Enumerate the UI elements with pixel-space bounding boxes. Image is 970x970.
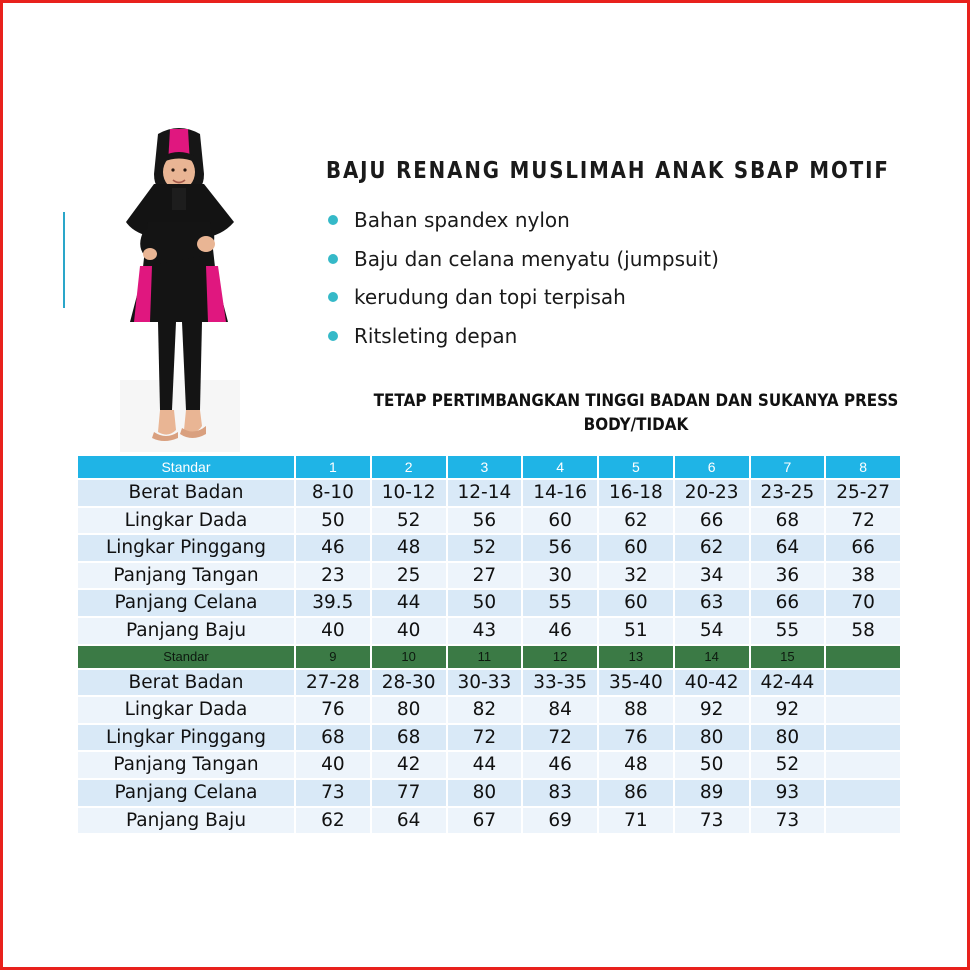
size-value-cell: 84	[523, 697, 597, 723]
size-data-row	[78, 780, 900, 806]
size-value-cell: 11	[448, 646, 522, 668]
bullet-dot-icon	[328, 254, 338, 264]
size-value-cell: 5	[599, 456, 673, 478]
row-label-cell: Berat Badan	[78, 670, 294, 696]
size-value-cell: 70	[826, 590, 900, 616]
size-value-cell: 73	[751, 808, 825, 834]
size-value-cell: 38	[826, 563, 900, 589]
size-value-cell: 62	[296, 808, 370, 834]
feature-text: Baju dan celana menyatu (jumpsuit)	[354, 246, 719, 271]
size-value-cell: 10	[372, 646, 446, 668]
size-value-cell: 73	[675, 808, 749, 834]
row-label-cell: Panjang Tangan	[78, 752, 294, 778]
size-value-cell: 30	[523, 563, 597, 589]
bullet-dot-icon	[328, 331, 338, 341]
size-value-cell: 34	[675, 563, 749, 589]
size-chart-table	[76, 454, 902, 835]
row-label-cell: Lingkar Pinggang	[78, 725, 294, 751]
size-value-cell: 16-18	[599, 480, 673, 506]
size-value-cell: 60	[599, 590, 673, 616]
size-value-cell: 77	[372, 780, 446, 806]
size-value-cell: 68	[296, 725, 370, 751]
row-label-cell: Lingkar Dada	[78, 508, 294, 534]
size-value-cell: 64	[372, 808, 446, 834]
size-value-cell: 64	[751, 535, 825, 561]
size-value-cell: 55	[523, 590, 597, 616]
size-data-row	[78, 670, 900, 696]
size-value-cell: 40	[296, 618, 370, 644]
size-value-cell: 72	[448, 725, 522, 751]
size-value-cell: 62	[675, 535, 749, 561]
size-value-cell: 44	[448, 752, 522, 778]
size-value-cell: 80	[372, 697, 446, 723]
size-value-cell: 88	[599, 697, 673, 723]
size-header-row	[78, 456, 900, 478]
size-value-cell: 62	[599, 508, 673, 534]
size-value-cell: 71	[599, 808, 673, 834]
size-data-row	[78, 697, 900, 723]
size-value-cell: 40	[296, 752, 370, 778]
size-data-row	[78, 508, 900, 534]
size-value-cell: 82	[448, 697, 522, 723]
size-value-cell: 32	[599, 563, 673, 589]
size-value-cell: 8-10	[296, 480, 370, 506]
size-value-cell	[826, 752, 900, 778]
feature-text: Bahan spandex nylon	[354, 208, 570, 232]
size-data-row	[78, 590, 900, 616]
feature-text: Ritsleting depan	[354, 323, 518, 348]
size-value-cell	[826, 725, 900, 751]
size-value-cell: 50	[296, 508, 370, 534]
size-value-cell: 23	[296, 563, 370, 589]
size-value-cell: 14-16	[523, 480, 597, 506]
size-value-cell: 60	[599, 535, 673, 561]
size-value-cell: 44	[372, 590, 446, 616]
product-title: BAJU RENANG MUSLIMAH ANAK SBAP MOTIF	[326, 158, 890, 184]
size-value-cell: 92	[751, 697, 825, 723]
row-label-cell: Standar	[78, 646, 294, 668]
size-value-cell: 30-33	[448, 670, 522, 696]
size-value-cell: 25	[372, 563, 446, 589]
size-value-cell: 72	[523, 725, 597, 751]
size-value-cell: 60	[523, 508, 597, 534]
size-value-cell: 83	[523, 780, 597, 806]
size-value-cell: 48	[372, 535, 446, 561]
size-value-cell	[826, 780, 900, 806]
size-value-cell: 50	[448, 590, 522, 616]
size-value-cell: 92	[675, 697, 749, 723]
size-value-cell	[826, 808, 900, 834]
size-value-cell: 33-35	[523, 670, 597, 696]
size-value-cell: 36	[751, 563, 825, 589]
size-value-cell: 23-25	[751, 480, 825, 506]
size-value-cell: 25-27	[826, 480, 900, 506]
size-value-cell: 69	[523, 808, 597, 834]
size-value-cell: 15	[751, 646, 825, 668]
size-value-cell: 68	[372, 725, 446, 751]
size-value-cell: 8	[826, 456, 900, 478]
size-value-cell: 27	[448, 563, 522, 589]
row-label-cell: Lingkar Pinggang	[78, 535, 294, 561]
size-value-cell: 76	[599, 725, 673, 751]
bullet-dot-icon	[328, 215, 338, 225]
size-value-cell: 56	[523, 535, 597, 561]
size-value-cell: 42	[372, 752, 446, 778]
size-notice: TETAP PERTIMBANGKAN TINGGI BADAN DAN SUKANYA PRESS BODY/TIDAK	[373, 391, 899, 434]
size-data-row	[78, 808, 900, 834]
size-value-cell: 46	[523, 618, 597, 644]
size-value-cell: 12	[523, 646, 597, 668]
size-value-cell: 66	[826, 535, 900, 561]
size-value-cell: 66	[751, 590, 825, 616]
size-value-cell: 7	[751, 456, 825, 478]
size-value-cell: 73	[296, 780, 370, 806]
feature-item	[326, 282, 719, 321]
size-data-row	[78, 535, 900, 561]
size-value-cell	[826, 646, 900, 668]
size-value-cell: 6	[675, 456, 749, 478]
size-data-row	[78, 563, 900, 589]
row-label-cell: Panjang Baju	[78, 808, 294, 834]
size-value-cell: 72	[826, 508, 900, 534]
size-value-cell: 20-23	[675, 480, 749, 506]
size-data-row	[78, 480, 900, 506]
size-value-cell: 63	[675, 590, 749, 616]
size-value-cell: 35-40	[599, 670, 673, 696]
size-value-cell: 27-28	[296, 670, 370, 696]
size-value-cell: 89	[675, 780, 749, 806]
accent-line	[63, 212, 65, 308]
size-value-cell: 4	[523, 456, 597, 478]
size-value-cell: 80	[751, 725, 825, 751]
size-value-cell	[826, 697, 900, 723]
size-value-cell: 13	[599, 646, 673, 668]
size-value-cell: 1	[296, 456, 370, 478]
size-value-cell: 86	[599, 780, 673, 806]
size-value-cell: 55	[751, 618, 825, 644]
size-value-cell: 40	[372, 618, 446, 644]
size-value-cell: 52	[372, 508, 446, 534]
size-data-row	[78, 725, 900, 751]
row-label-cell: Standar	[78, 456, 294, 478]
size-value-cell: 80	[675, 725, 749, 751]
size-value-cell: 56	[448, 508, 522, 534]
size-value-cell: 54	[675, 618, 749, 644]
size-value-cell: 48	[599, 752, 673, 778]
size-data-row	[78, 752, 900, 778]
size-value-cell: 76	[296, 697, 370, 723]
row-label-cell: Berat Badan	[78, 480, 294, 506]
feature-item	[326, 321, 719, 360]
size-value-cell: 3	[448, 456, 522, 478]
size-value-cell: 58	[826, 618, 900, 644]
feature-list	[326, 205, 719, 359]
size-value-cell: 50	[675, 752, 749, 778]
size-value-cell: 67	[448, 808, 522, 834]
size-value-cell: 68	[751, 508, 825, 534]
row-label-cell: Panjang Tangan	[78, 563, 294, 589]
size-data-row	[78, 618, 900, 644]
size-value-cell: 40-42	[675, 670, 749, 696]
size-value-cell: 80	[448, 780, 522, 806]
size-value-cell: 12-14	[448, 480, 522, 506]
row-label-cell: Panjang Celana	[78, 780, 294, 806]
size-value-cell: 66	[675, 508, 749, 534]
size-value-cell: 9	[296, 646, 370, 668]
size-value-cell: 43	[448, 618, 522, 644]
size-header-row	[78, 646, 900, 668]
row-label-cell: Panjang Baju	[78, 618, 294, 644]
size-chart-body	[78, 456, 900, 833]
size-value-cell: 52	[751, 752, 825, 778]
girl-in-swimsuit-illustration	[118, 126, 240, 452]
row-label-cell: Panjang Celana	[78, 590, 294, 616]
row-label-cell: Lingkar Dada	[78, 697, 294, 723]
size-value-cell: 2	[372, 456, 446, 478]
feature-item	[326, 244, 719, 283]
size-value-cell: 28-30	[372, 670, 446, 696]
size-value-cell: 46	[296, 535, 370, 561]
size-value-cell: 39.5	[296, 590, 370, 616]
bullet-dot-icon	[328, 292, 338, 302]
size-value-cell: 46	[523, 752, 597, 778]
size-value-cell: 14	[675, 646, 749, 668]
feature-text: kerudung dan topi terpisah	[354, 285, 626, 309]
size-value-cell	[826, 670, 900, 696]
size-value-cell: 52	[448, 535, 522, 561]
size-value-cell: 93	[751, 780, 825, 806]
size-value-cell: 10-12	[372, 480, 446, 506]
feature-item	[326, 205, 719, 244]
size-value-cell: 51	[599, 618, 673, 644]
size-value-cell: 42-44	[751, 670, 825, 696]
